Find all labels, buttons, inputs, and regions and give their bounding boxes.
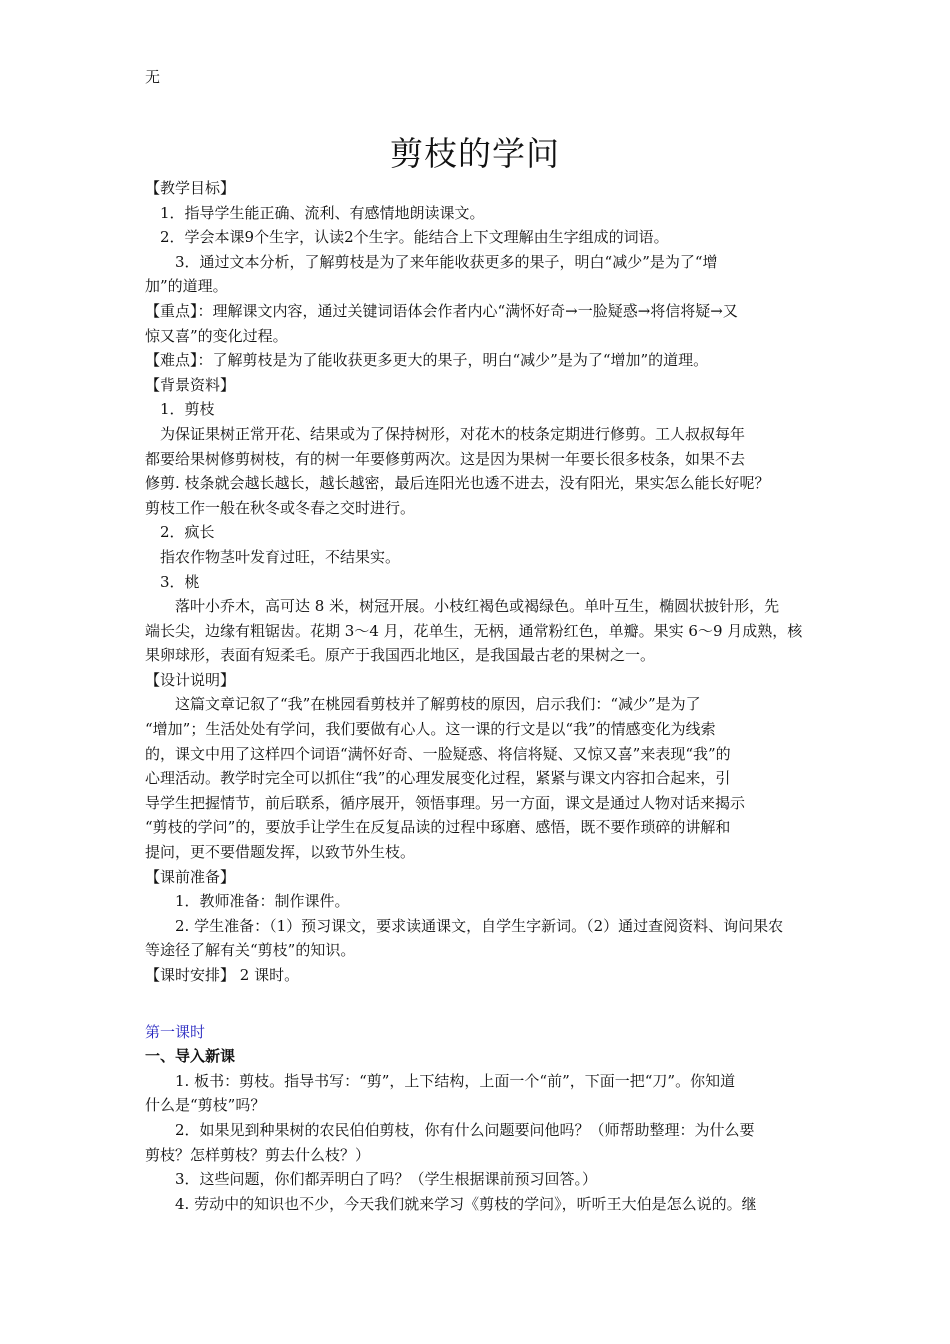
paragraph-line: 落叶小乔木，高可达 8 米，树冠开展。小枝红褐色或褐绿色。单叶互生，椭圆状披针形，先 [175, 597, 780, 616]
paragraph-line: 4. 劳动中的知识也不少，今天我们就来学习《剪枝的学问》，听听王大伯是怎么说的。继 [175, 1194, 757, 1213]
paragraph-line: 剪枝工作一般在秋冬或冬春之交时进行。 [145, 498, 416, 517]
paragraph-line: 3．通过文本分析，了解剪枝是为了来年能收获更多的果子，明白“减少”是为了“增 [175, 252, 718, 271]
paragraph-line: 这篇文章记叙了“我”在桃园看剪枝并了解剪枝的原因，启示我们：“减少”是为了 [175, 695, 701, 714]
paragraph-line: 导学生把握情节，前后联系，循序展开，领悟事理。另一方面，课文是通过人物对话来揭示 [145, 793, 746, 812]
lesson-heading: 第一课时 [145, 1022, 206, 1041]
paragraph-line: 【难点】：了解剪枝是为了能收获更多更大的果子，明白“减少”是为了“增加”的道理。 [145, 351, 709, 370]
paragraph-line: 1．剪枝 [160, 400, 215, 419]
paragraph-line: 都要给果树修剪树枝，有的树一年要修剪两次。这是因为果树一年要长很多枝条，如果不去 [145, 449, 746, 468]
document-body [145, 176, 810, 1216]
paragraph-line: 指农作物茎叶发育过旺，不结果实。 [160, 547, 401, 566]
paragraph-line: 剪枝？怎样剪枝？剪去什么枝？） [145, 1145, 371, 1164]
spacer [145, 988, 810, 1020]
paragraph-line: 为保证果树正常开花、结果或为了保持树形，对花木的枝条定期进行修剪。工人叔叔每年 [160, 424, 746, 443]
section-heading: 【设计说明】 [145, 670, 236, 689]
section-heading: 【教学目标】 [145, 179, 236, 197]
header-mark: 无 [145, 68, 161, 86]
paragraph-line: 等途径了解有关“剪枝”的知识。 [145, 941, 356, 960]
section-heading: 【课前准备】 [145, 867, 236, 886]
paragraph-line: 惊又喜”的变化过程。 [145, 326, 288, 345]
paragraph-line: 1．教师准备：制作课件。 [175, 892, 350, 911]
paragraph-line: 修剪. 枝条就会越长越长，越长越密，最后连阳光也透不进去，没有阳光，果实怎么能长好呢？ [145, 474, 770, 493]
paragraph-line: 3．这些问题，你们都弄明白了吗？（学生根据课前预习回答。） [175, 1170, 598, 1189]
paragraph-line: 【重点】：理解课文内容，通过关键词语体会作者内心“满怀好奇→一脸疑惑→将信将疑→又 [145, 301, 738, 320]
subsection-heading: 一、导入新课 [145, 1047, 236, 1066]
paragraph-line: 加”的道理。 [145, 277, 228, 296]
paragraph-line: 1. 板书：剪枝。指导书写：“剪”，上下结构，上面一个“前”，下面一把“刀”。你知道 [175, 1071, 736, 1090]
paragraph-line: 端长尖，边缘有粗锯齿。花期 3～4 月，花单生，无柄，通常粉红色，单瓣。果实 6～9 月成熟，核 [145, 621, 803, 640]
paragraph-line: 的，课文中用了这样四个词语“满怀好奇、一脸疑惑、将信将疑、又惊又喜”来表现“我”的 [145, 744, 731, 763]
paragraph-line: 提问，更不要借题发挥，以致节外生枝。 [145, 843, 416, 862]
paragraph-line: 心理活动。教学时完全可以抓住“我”的心理发展变化过程，紧紧与课文内容扣合起来，引 [145, 769, 731, 788]
paragraph-line: 什么是“剪枝”吗？ [145, 1096, 266, 1115]
paragraph-line: “剪枝的学问”的，要放手让学生在反复品读的过程中琢磨、感悟，既不要作琐碎的讲解和 [145, 818, 731, 837]
paragraph-line: 2．学会本课9个生字，认读2个生字。能结合上下文理解由生字组成的词语。 [160, 228, 669, 247]
paragraph-line: 2．疯长 [160, 523, 215, 542]
paragraph-line: 3．桃 [160, 572, 200, 591]
paragraph-line: 果卵球形，表面有短柔毛。原产于我国西北地区，是我国最古老的果树之一。 [145, 646, 656, 665]
paragraph-line: “增加”；生活处处有学问，我们要做有心人。这一课的行文是以“我”的情感变化为线索 [145, 720, 716, 739]
section-heading: 【背景资料】 [145, 375, 236, 394]
paragraph-line: 1．指导学生能正确、流利、有感情地朗读课文。 [160, 203, 485, 222]
paragraph-line: 2．如果见到种果树的农民伯伯剪枝，你有什么问题要问他吗？（师帮助整理：为什么要 [175, 1120, 755, 1139]
section-heading: 【课时安排】 2 课时。 [145, 966, 300, 984]
paragraph-line: 2. 学生准备：（1）预习课文，要求读通课文，自学生字新词。（2）通过查阅资料、询问果农 [175, 916, 784, 935]
page-title: 剪枝的学问 [390, 134, 560, 173]
